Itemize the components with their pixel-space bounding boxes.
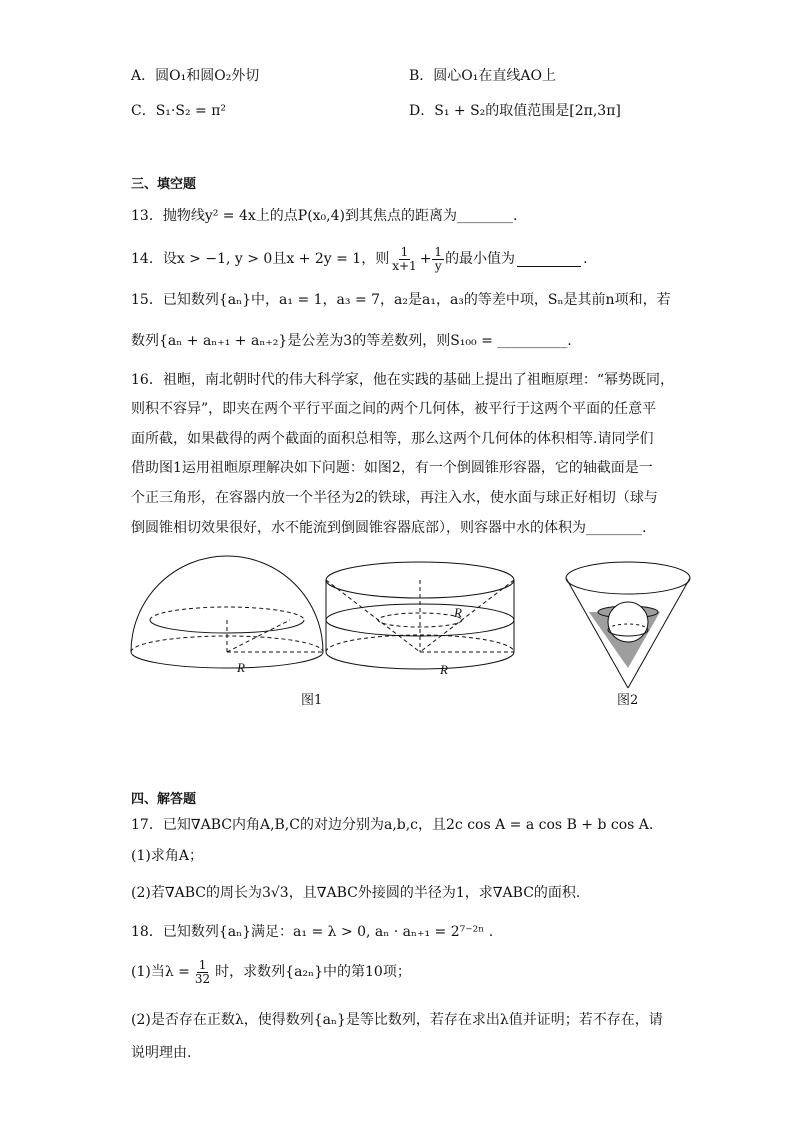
option-d-text: S₁ + S₂的取值范围是[2π,3π] bbox=[434, 103, 621, 119]
q14-plus: + bbox=[419, 251, 432, 267]
option-b-label: B． bbox=[409, 68, 434, 84]
q18-part1-post: 时，求数列{a₂ₙ}中的第10项； bbox=[215, 964, 411, 980]
cone-right-edge bbox=[420, 580, 514, 652]
cone-left-edge bbox=[326, 580, 420, 652]
question-18-part-2-line-1: (2)是否存在正数λ，使得数列{aₙ}是等比数列，若存在求出λ值并证明；若不存在，请 bbox=[131, 1012, 663, 1028]
section-title-answers: 四、解答题 bbox=[131, 792, 197, 807]
question-16-line-3: 面所截，如果截得的两个截面的面积总相等，那么这两个几何体的体积相等.请同学们 bbox=[131, 431, 654, 447]
option-d-label: D． bbox=[409, 103, 435, 119]
cylinder-figure bbox=[326, 562, 514, 669]
question-15-line-2: 数列{aₙ + aₙ₊₁ + aₙ₊₂}是公差为3的等差数列，则S₁₀₀ = __________. bbox=[131, 333, 572, 349]
option-a-label: A． bbox=[131, 68, 156, 84]
option-c-label: C． bbox=[131, 103, 156, 119]
figure-1-caption: 图1 bbox=[301, 693, 323, 708]
question-17-stem: 17．已知∇ABC内角A,B,C的对边分别为a,b,c，且2c cos A = a cos B + b cos A. bbox=[131, 817, 654, 833]
q18-frac-den: 32 bbox=[194, 971, 211, 986]
section-title-fill-in: 三、填空题 bbox=[131, 177, 197, 192]
question-18-stem: 18．已知数列{aₙ}满足：a₁ = λ > 0, aₙ · aₙ₊₁ = 2⁷⁻²ⁿ . bbox=[131, 924, 494, 940]
q14-frac1-den: x+1 bbox=[392, 258, 417, 273]
q14-frac1-num: 1 bbox=[400, 244, 409, 259]
figure-2-caption: 图2 bbox=[617, 693, 639, 708]
q14-end: . bbox=[583, 251, 588, 267]
hemisphere-section-back bbox=[150, 607, 304, 620]
option-b-text: 圆心O₁在直线AO上 bbox=[433, 68, 556, 84]
question-16-line-5: 个正三角形，在容器内放一个半径为2的铁球，再注入水，使水面与球正好相切（球与 bbox=[131, 490, 658, 506]
q14-frac2-num: 1 bbox=[434, 244, 443, 259]
q18-lambda-fraction bbox=[193, 959, 212, 986]
q14-post: 的最小值为 bbox=[445, 251, 516, 267]
q14-frac2-den: y bbox=[434, 258, 442, 273]
q14-pre: 14．设x > −1, y > 0且x + 2y = 1，则 bbox=[131, 251, 390, 267]
cylinder-R-lower-label: R bbox=[440, 662, 448, 677]
hemisphere-slant bbox=[227, 620, 290, 652]
option-c-text: S₁·S₂ = π² bbox=[155, 103, 227, 119]
hemisphere-base-front bbox=[131, 652, 323, 668]
question-18-part-1 bbox=[131, 956, 411, 988]
inverted-cone-figure bbox=[566, 562, 690, 688]
question-18-part-2-line-2: 说明理由. bbox=[131, 1045, 192, 1061]
hemisphere-R-label: R bbox=[237, 660, 245, 675]
q18-frac-num: 1 bbox=[198, 957, 207, 972]
option-a-text: 圆O₁和圆O₂外切 bbox=[155, 68, 260, 84]
question-16-line-2: 则积不容异”，即夹在两个平行平面之间的两个几何体，被平行于这两个平面的任意平 bbox=[131, 401, 657, 417]
question-16-line-6: 倒圆锥相切效果很好，水不能流到倒圆锥容器底部），则容器中水的体积为________. bbox=[131, 520, 647, 536]
cylinder-R-upper-label: R bbox=[454, 605, 462, 620]
q18-part1-pre: (1)当λ = bbox=[131, 964, 190, 980]
question-16-line-1: 16．祖暅，南北朝时代的伟大科学家，他在实践的基础上提出了祖暅原理：“幂势既同， bbox=[131, 372, 674, 388]
cone-rim bbox=[566, 562, 690, 594]
hemisphere-figure bbox=[131, 556, 323, 668]
question-13: 13．抛物线y² = 4x上的点P(x₀,4)到其焦点的距离为________. bbox=[131, 208, 518, 224]
question-15-line-1: 15．已知数列{aₙ}中，a₁ = 1，a₃ = 7，a₂是a₁，a₃的等差中项，Sₙ是其前n项和，若 bbox=[131, 292, 671, 308]
question-16-line-4: 借助图1运用祖暅原理解决如下问题：如图2，有一个倒圆锥形容器，它的轴截面是一 bbox=[131, 460, 653, 476]
question-17-part-1: (1)求角A； bbox=[131, 848, 203, 864]
cylinder-base-front bbox=[326, 652, 514, 669]
question-17-part-2: (2)若∇ABC的周长为3√3，且∇ABC外接圆的半径为1，求∇ABC的面积. bbox=[131, 885, 581, 901]
